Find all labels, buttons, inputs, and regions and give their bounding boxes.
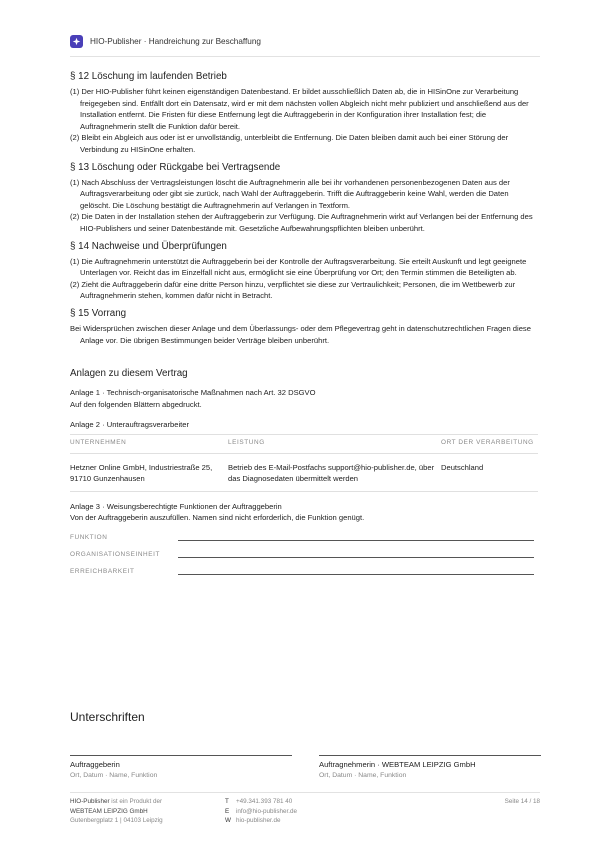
column-header-location: ORT DER VERARBEITUNG <box>441 434 538 453</box>
annex-note: Auf den folgenden Blättern abgedruckt. <box>70 399 202 409</box>
table-row <box>70 453 538 491</box>
section-14 <box>70 240 533 302</box>
annex-3 <box>70 501 533 575</box>
annex-title: Anlage 3 · Weisungsberechtigte Funktionen der Auftraggeberin <box>70 501 282 511</box>
annexes-heading: Anlagen zu diesem Vertrag <box>70 368 188 380</box>
fill-row-function <box>70 524 533 541</box>
section-12 <box>70 70 533 156</box>
footer-brand-suffix: ist ein Produkt der <box>109 798 163 805</box>
signature-hint: Ort, Datum · Name, Funktion <box>70 772 158 779</box>
document-body <box>70 70 533 584</box>
email-key: E <box>225 807 230 815</box>
page-number: Seite 14 / 18 <box>504 798 540 805</box>
footer-phone[interactable]: +49.341.393 781 40 <box>236 798 293 805</box>
table-cell-company: Hetzner Online GmbH, Industriestraße 25, 91710 Gunzenhausen <box>70 453 228 491</box>
signature-hint: Ort, Datum · Name, Funktion <box>319 772 407 779</box>
hio-logo-icon <box>70 35 83 48</box>
section-title: § 15 Vorrang <box>70 307 127 319</box>
table-header-row <box>70 434 538 453</box>
annex-title: Anlage 1 · Technisch-organisatorische Maßnahmen nach Art. 32 DSGVO <box>70 388 316 398</box>
annex-note: Von der Auftraggeberin auszufüllen. Namen sind nicht erforderlich, die Funktion genügt. <box>70 513 365 523</box>
signature-role: Auftragnehmerin · WEBTEAM LEIPZIG GmbH <box>319 760 476 769</box>
fill-row-unit <box>70 541 533 558</box>
signature-line[interactable] <box>70 755 292 756</box>
signature-client <box>70 755 292 779</box>
table-cell-service: Betrieb des E-Mail-Postfachs support@hio-publisher.de, über das Diagnosedaten übermittelt werden <box>228 453 441 491</box>
fill-label: ERREICHBARKEIT <box>70 567 135 575</box>
footer-contact <box>225 797 297 826</box>
signature-line[interactable] <box>319 755 541 756</box>
footer-brand: HIO-Publisher <box>70 798 110 805</box>
function-input-line[interactable] <box>178 531 534 541</box>
footer-company <box>70 797 163 826</box>
header-title: HIO-Publisher · Handreichung zur Beschaffung <box>90 36 261 46</box>
section-paragraph: (1) Der HIO-Publisher führt keinen eigenständigen Datenbestand. Er bildet ausschließlich Daten ab, die in HISinOne zur Verarbeitung freigegeben sind. Entfällt dort ein Datensatz, wird er mit dem nächsten vollen Abgleich nicht mehr publiziert und anschließend aus der Installation entfernt. Die Fristen für diese Entfernung legt die Auftraggeberin in der Konfiguration ihrer Installation fest; die Auftragnehmerin stellt die Funktion dafür bereit. <box>70 87 529 131</box>
signature-contractor <box>319 755 541 779</box>
section-paragraph: (1) Die Auftragnehmerin unterstützt die Auftraggeberin bei der Kontrolle der Auftragsverarbeitung. Sie erteilt Auskunft und legt geeignete Unterlagen vor. Reicht das im Einzelfall nicht aus, ermöglicht sie eine Überprüfung vor Ort; den Termin stimmen die Beteiligten ab. <box>70 256 527 278</box>
section-title: § 13 Löschung oder Rückgabe bei Vertragsende <box>70 161 281 173</box>
column-header-service: LEISTUNG <box>228 434 441 453</box>
footer-divider <box>70 792 540 793</box>
phone-key: T <box>225 798 229 805</box>
contact-input-line[interactable] <box>178 565 534 575</box>
unit-input-line[interactable] <box>178 548 534 558</box>
footer-email[interactable]: info@hio-publisher.de <box>236 807 298 815</box>
subprocessor-table <box>70 434 538 492</box>
section-13 <box>70 161 533 235</box>
header-divider <box>70 56 540 57</box>
fill-label: FUNKTION <box>70 533 108 541</box>
section-title: § 12 Löschung im laufenden Betrieb <box>70 71 227 82</box>
section-paragraph: (2) Zieht die Auftraggeberin dafür eine dritte Person hinzu, verpflichtet sie diese zur Vertraulichkeit; Personen, die im Wettbewerb zur Auftragnehmerin stehen, kommen dafür nicht in Betracht. <box>70 279 516 301</box>
section-paragraph: (2) Die Daten in der Installation stehen der Auftraggeberin zur Verfügung. Die Auftragnehmerin wirkt auf Verlangen bei der Entfernung des HIO-Publishers und seiner Datenbestände mit. Gesetzliche Aufbewahrungspflichten bleiben unberührt. <box>70 212 533 233</box>
signature-role: Auftraggeberin <box>70 760 120 769</box>
annex-title: Anlage 2 · Unterauftragsverarbeiter <box>70 420 190 430</box>
footer-company-name: WEBTEAM LEIPZIG GmbH <box>70 807 148 815</box>
section-paragraph: (2) Bleibt ein Abgleich aus oder ist er unvollständig, unterbleibt die Entfernung. Die Daten bleiben damit auch bei einer Störung der Verbindung zu HISinOne erhalten. <box>70 133 509 154</box>
fill-label: ORGANISATIONSEINHEIT <box>70 550 160 558</box>
web-key: W <box>225 817 231 825</box>
footer-web[interactable]: hio-publisher.de <box>236 817 281 825</box>
fill-row-contact <box>70 558 533 575</box>
section-title: § 14 Nachweise und Überprüfungen <box>70 240 227 252</box>
column-header-company: UNTERNEHMEN <box>70 434 228 453</box>
section-15 <box>70 307 533 346</box>
section-paragraph: (1) Nach Abschluss der Vertragsleistungen löscht die Auftragnehmerin alle bei ihr vorhandenen personenbezogenen Daten aus der Auftragsverarbeitung oder gibt sie zurück, nach Wahl der Auftraggeberin. Trifft die Auftraggeberin keine Wahl, werden die Daten gelöscht. Die Löschung bestätigt die Auftragnehmerin auf Verlangen in Textform. <box>70 177 510 210</box>
section-paragraph: Bei Widersprüchen zwischen dieser Anlage und dem Überlassungs- oder dem Pflegevertrag geht in datenschutzrechtlichen Fragen diese Anlage vor. Die übrigen Bestimmungen beider Verträge bleiben unberührt. <box>70 323 531 345</box>
table-cell-location: Deutschland <box>441 453 538 491</box>
page-header <box>70 33 525 49</box>
annex-2 <box>70 419 533 491</box>
annex-1 <box>70 387 533 410</box>
footer-address: Gutenbergplatz 1 | 04103 Leipzig <box>70 817 163 825</box>
signatures-heading: Unterschriften <box>70 710 145 724</box>
